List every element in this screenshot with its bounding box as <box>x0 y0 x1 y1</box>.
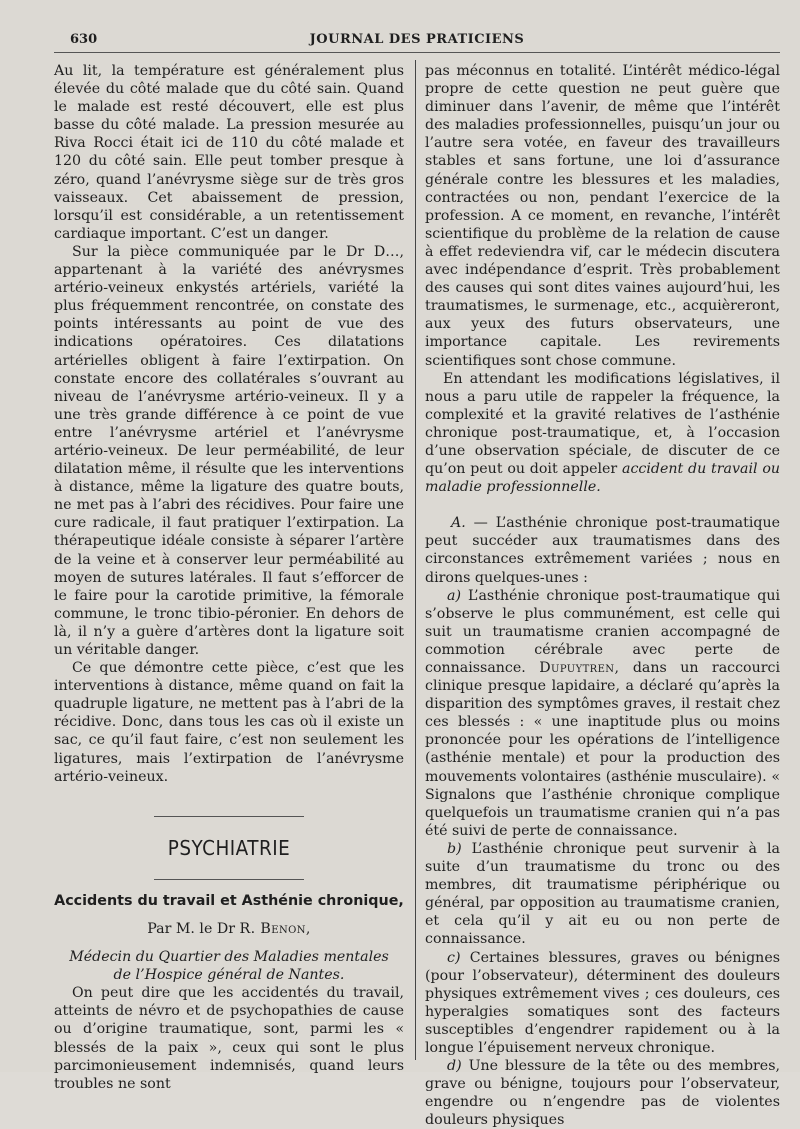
byline-author: R. Benon, <box>239 920 311 937</box>
left-column <box>54 62 404 1093</box>
column-divider <box>415 60 416 1060</box>
author-affiliation <box>54 948 404 984</box>
cited-author: Dupuytren, <box>539 660 620 676</box>
page-number: 630 <box>70 32 98 47</box>
paragraph: Au lit, la température est généralement plus élevée du côté malade que du côté sain. Quand le malade est resté découvert, elle est plus basse du côté malade. La pression mesurée au Riva Rocci était ici de 110 du côté malade et 120 du côté sain. Elle peut tomber presque à zéro, quand l’anévrysme siège sur de très gros vaisseaux. Cet abaissement de pression, lorsqu’il est considérable, a un retentissement cardiaque important. C’est un danger. <box>54 63 404 242</box>
section-title: PSYCHIATRIE <box>167 835 291 860</box>
paragraph: Sur la pièce communiquée par le Dr D…, appartenant à la variété des anévrysmes artério-veineux enkystés artériels, variété la plus fréquemment rencontrée, on constate des points intéressants au point de vue des indications opératoires. Ces dilatations artérielles obligent à faire l’extirpation. On constate encore des collatérales s’ouvrant au niveau de l’anévrysme artério-veineux. Il y a une très grande différence à ce point de vue entre l’anévrysme artériel et l’anévrysme artério-veineux. De leur perméabilité, de leur dilatation même, il résulte que les interventions à distance, même la ligature des quatre bouts, ne met pas à l’abri des récidives. Pour faire une cure radicale, il faut pratiquer l’extirpation. La thérapeutique idéale consiste à séparer l’artère de la veine et à conserver leur perméabilité au moyen de sutures latérales. Il faut s’efforcer de le faire pour la carotide primitive, la fémorale commune, le tronc tibio-péronier. En dehors de là, il n’y a guère d’artères dont la ligature soit un véritable danger. <box>54 243 404 658</box>
paragraph: Ce que démontre cette pièce, c’est que les interventions à distance, même quand on fait la quadruple ligature, ne mettent pas à l’abri de la récidive. Donc, dans tous les cas où il existe un sac, ce qu’il faut faire, c’est non seulement les ligatures, mais l’extirpation de l’anévrysme artério-veineux. <box>54 660 404 785</box>
affiliation-line: de l’Hospice général de Nantes. <box>113 967 345 984</box>
emphasis: accident du travail ou maladie professionnelle. <box>425 461 781 496</box>
item-label: a) <box>447 587 461 604</box>
section-separator <box>154 879 304 880</box>
list-item: b) L’asthénie chronique peut survenir à la suite d’un traumatisme du tronc ou des membres, dit traumatisme périphérique ou général, par opposition au traumatisme cranien, et cela qu’il y ait eu ou non perte de connaissance. <box>425 840 780 948</box>
byline-prefix: Par M. le Dr <box>147 920 236 937</box>
right-column <box>425 62 780 1129</box>
list-item: a) L’asthénie chronique post-traumatique qui s’observe le plus communément, est celle qui suit un traumatisme cranien accompagné de commotion cérébrale avec perte de connaissance. Dupuytren, dans un raccourci clinique presque lapidaire, a déclaré qu’après la disparition des symptômes graves, il restait chez ces blessés : « une inaptitude plus ou moins prononcée pour les opérations de l’intelligence (asthénie mentale) et pour la production des mouvements volontaires (asthénie musculaire). « Signalons que l’asthénie chronique complique quelquefois un traumatisme cranien qui n’a pas été suivi de perte de connaissance. <box>425 587 780 839</box>
affiliation-line: Médecin du Quartier des Maladies mentales <box>69 949 389 966</box>
list-item: c) Certaines blessures, graves ou bénignes (pour l’observateur), déterminent des douleurs physiques extrêmement vives ; ces douleurs, ces hyperalgies somatiques sont des facteurs susceptibles d’engendrer rapidement ou à la longue l’épuisement nerveux chronique. <box>425 949 780 1056</box>
paragraph: On peut dire que les accidentés du travail, atteints de névro et de psychopathies de cause ou d’origine traumatique, sont, parmi les « blessés de la paix », ceux qui sont le plus parcimonieusement indemnisés, quand leurs troubles ne sont <box>54 985 404 1092</box>
page-header <box>54 32 780 52</box>
paragraph: A. — L’asthénie chronique post-traumatique peut succéder aux traumatismes dans des circonstances extrêmement variées ; nous en dirons quelques-unes : <box>425 515 780 586</box>
byline <box>54 920 404 938</box>
item-label: b) <box>447 840 462 857</box>
paragraph: pas méconnus en totalité. L’intérêt médico-légal propre de cette question ne peut guère que diminuer dans l’avenir, de même que l’intérêt des maladies professionnelles, puisqu’un jour ou l’autre sera votée, en faveur des travailleurs stables et sans fortune, une loi d’assurance générale contre les blessures et les maladies, contractées ou non, pendant l’exercice de la profession. A ce moment, en revanche, l’intérêt scientifique du problème de la relation de cause à effet redeviendra vif, car le médecin discutera avec indépendance d’esprit. Très probablement des causes qui sont dites vaines aujourd’hui, les traumatismes, le surmenage, etc., acquièreront, aux yeux des futurs observateurs, une importance capitale. Les revirements scientifiques sont chose commune. <box>425 63 780 369</box>
header-rule <box>54 52 780 53</box>
item-label: c) <box>447 949 461 966</box>
running-title: JOURNAL DES PRATICIENS <box>309 32 525 47</box>
article-title: Accidents du travail et Asthénie chronique, <box>54 892 404 909</box>
section-separator <box>154 816 304 817</box>
item-label: d) <box>447 1058 462 1075</box>
item-label: A. <box>451 515 466 532</box>
paragraph: En attendant les modifications législatives, il nous a paru utile de rappeler la fréquence, la complexité et la gravité relatives de l’asthénie chronique post-traumatique, et, à l’occasion d’une observation spéciale, de discuter de ce qu’on peut ou doit appeler accident du travail ou maladie professionnelle. <box>425 370 781 496</box>
list-item: d) Une blessure de la tête ou des membres, grave ou bénigne, toujours pour l’observateur, engendre ou n’engendre pas de violentes douleurs physiques <box>425 1058 780 1129</box>
